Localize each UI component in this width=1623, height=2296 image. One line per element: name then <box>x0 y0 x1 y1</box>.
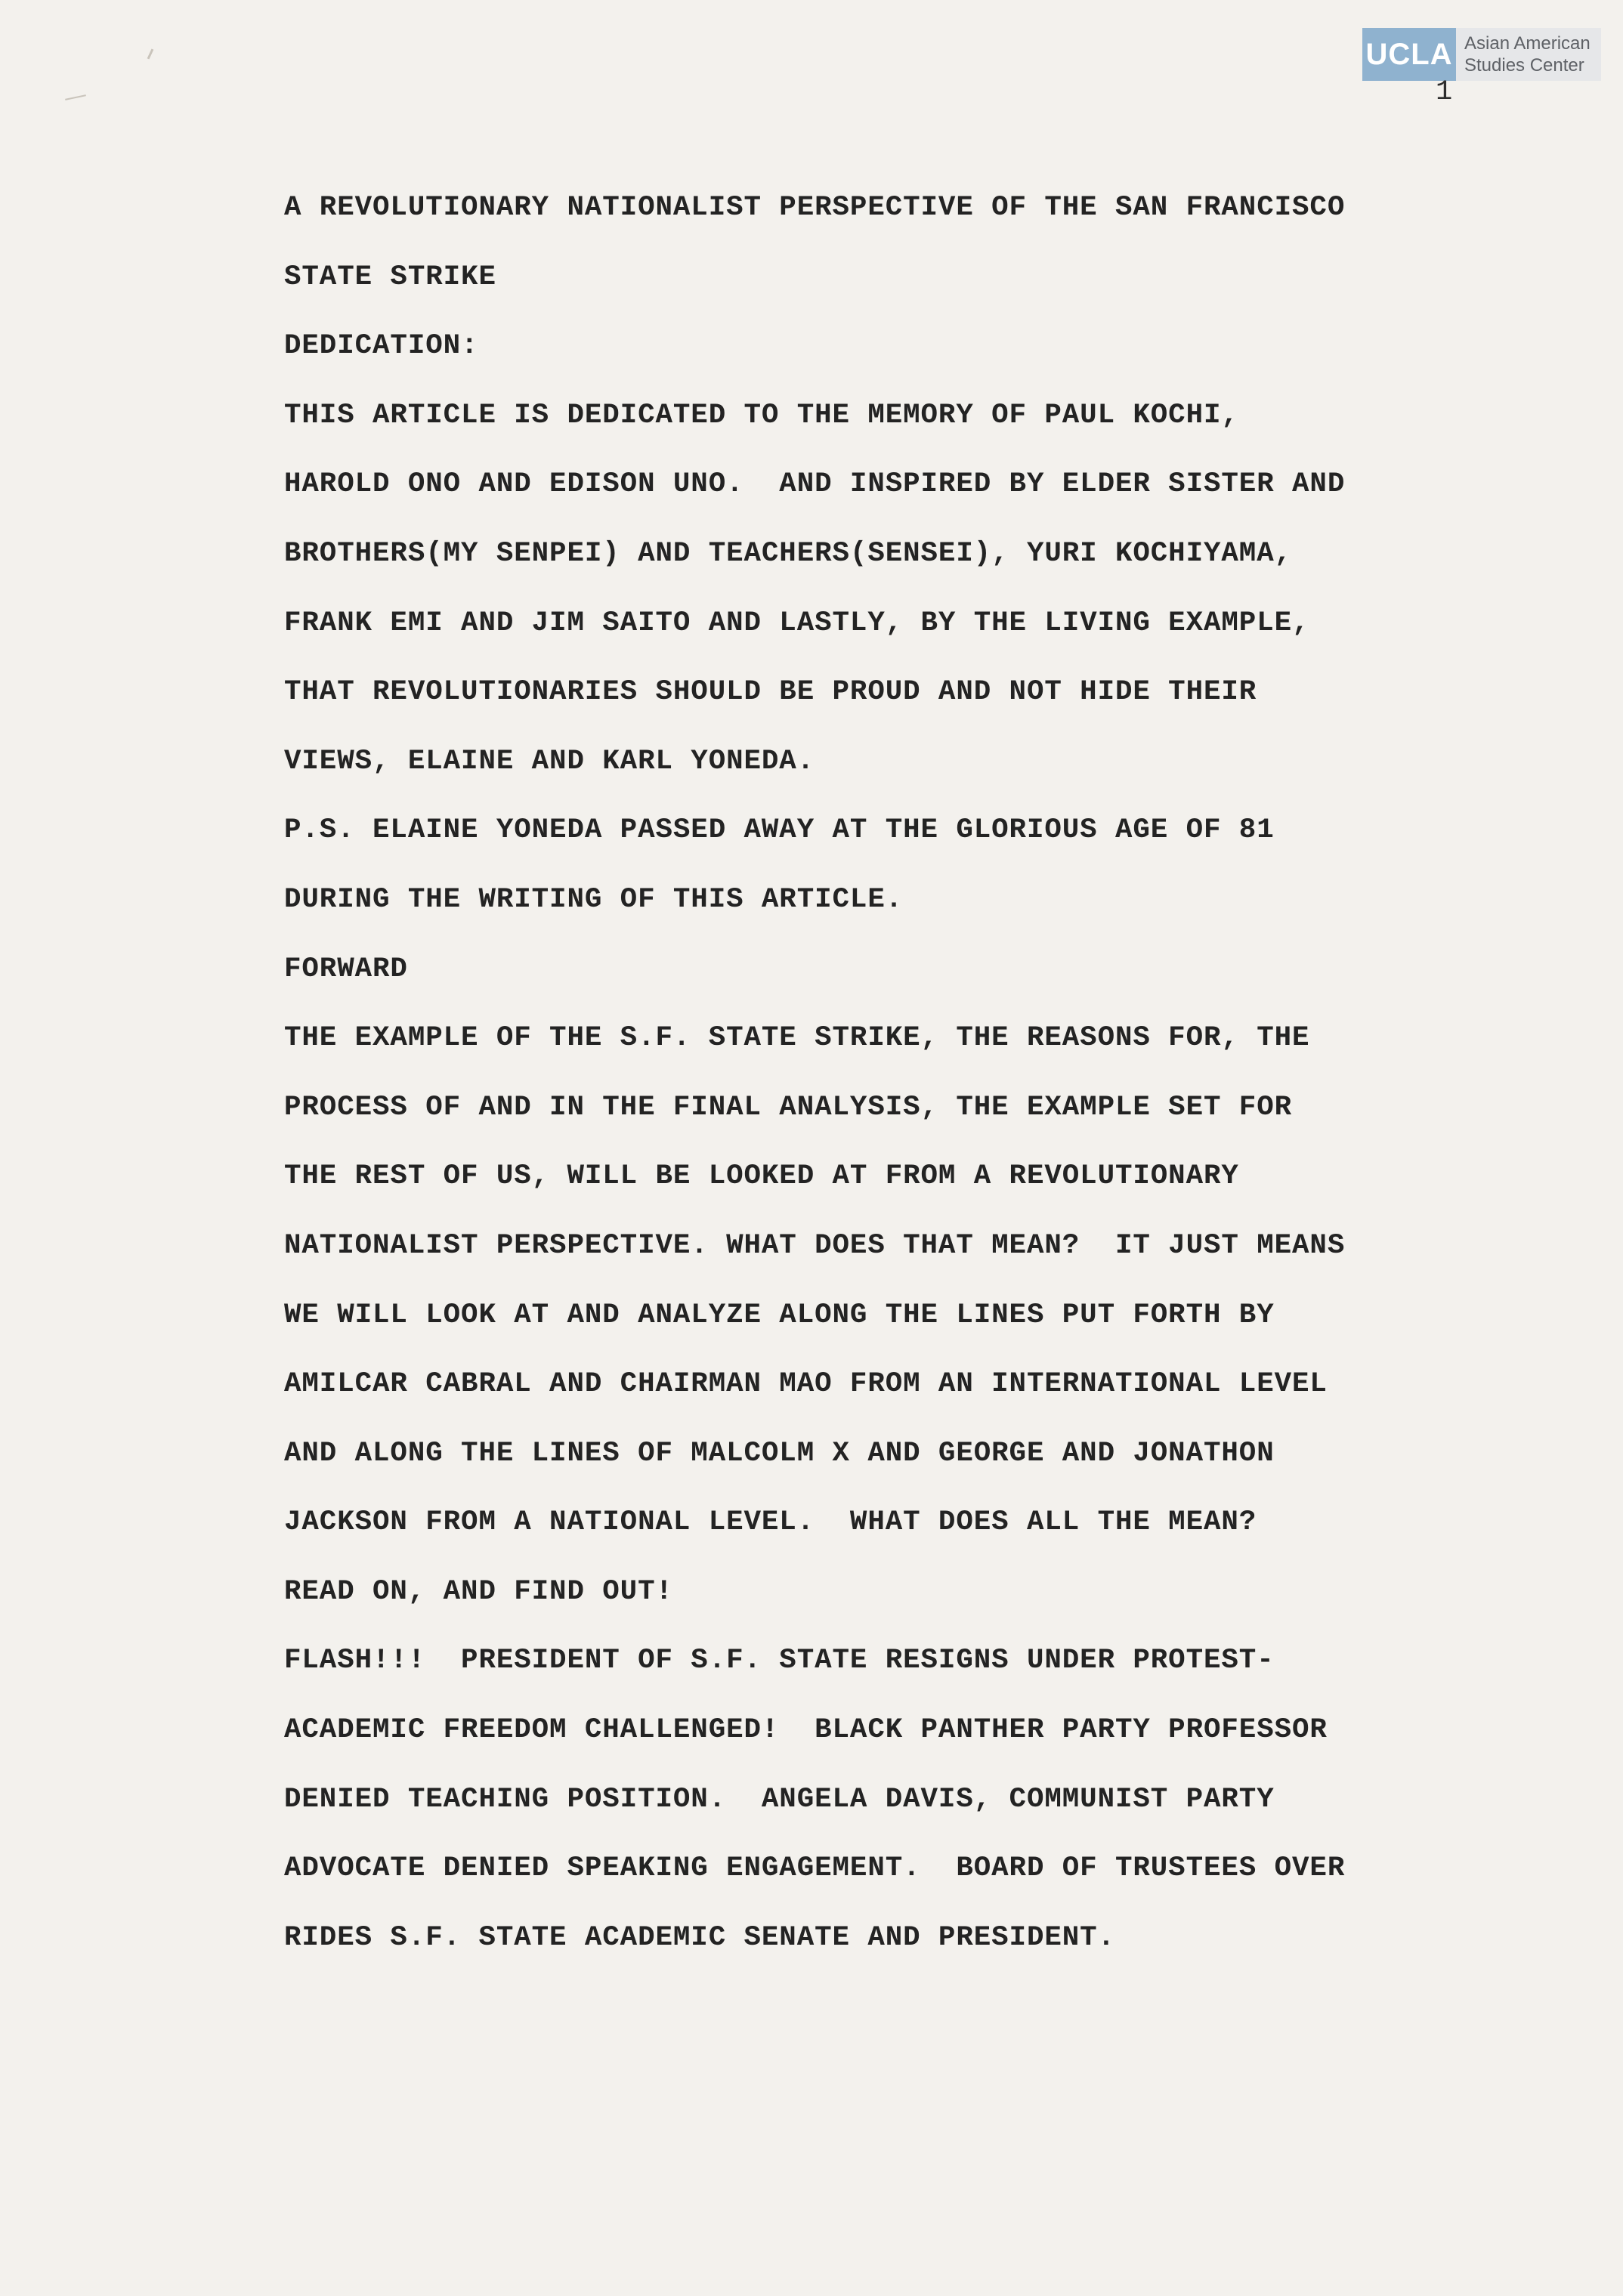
text-line: STATE STRIKE <box>284 261 496 293</box>
text-line: PROCESS OF AND IN THE FINAL ANALYSIS, THE EXAMPLE SET FOR <box>284 1091 1293 1123</box>
text-line: FRANK EMI AND JIM SAITO AND LASTLY, BY THE LIVING EXAMPLE, <box>284 607 1310 639</box>
text-line: P.S. ELAINE YONEDA PASSED AWAY AT THE GLORIOUS AGE OF 81 <box>284 814 1275 847</box>
text-line: WE WILL LOOK AT AND ANALYZE ALONG THE LINES PUT FORTH BY <box>284 1299 1275 1331</box>
text-line: RIDES S.F. STATE ACADEMIC SENATE AND PRESIDENT. <box>284 1921 1115 1954</box>
paper-crease-mark <box>65 94 86 100</box>
text-line: FORWARD <box>284 953 408 985</box>
ucla-logo-text: UCLA <box>1362 28 1456 81</box>
text-line: HAROLD ONO AND EDISON UNO. AND INSPIRED BY ELDER SISTER AND <box>284 468 1346 501</box>
text-line: DEDICATION: <box>284 330 479 363</box>
text-line: AMILCAR CABRAL AND CHAIRMAN MAO FROM AN INTERNATIONAL LEVEL <box>284 1368 1328 1401</box>
typed-text-body <box>284 174 1463 1973</box>
text-line: NATIONALIST PERSPECTIVE. WHAT DOES THAT MEAN? IT JUST MEANS <box>284 1229 1346 1262</box>
page-number: 1 <box>1436 76 1453 108</box>
text-line: FLASH!!! PRESIDENT OF S.F. STATE RESIGNS UNDER PROTEST- <box>284 1645 1275 1677</box>
text-line: ACADEMIC FREEDOM CHALLENGED! BLACK PANTHER PARTY PROFESSOR <box>284 1714 1328 1747</box>
text-line: AND ALONG THE LINES OF MALCOLM X AND GEORGE AND JONATHON <box>284 1437 1275 1469</box>
text-line: THE EXAMPLE OF THE S.F. STATE STRIKE, THE REASONS FOR, THE <box>284 1022 1310 1055</box>
center-name <box>1456 28 1601 81</box>
center-name-line-2: Studies Center <box>1464 55 1584 76</box>
center-name-line-1: Asian American <box>1464 33 1591 54</box>
text-line: VIEWS, ELAINE AND KARL YONEDA. <box>284 745 815 777</box>
text-line: THIS ARTICLE IS DEDICATED TO THE MEMORY OF PAUL KOCHI, <box>284 399 1239 431</box>
paper-crease-mark <box>147 49 154 60</box>
text-line: DENIED TEACHING POSITION. ANGELA DAVIS, COMMUNIST PARTY <box>284 1783 1275 1815</box>
text-line: READ ON, AND FIND OUT! <box>284 1575 673 1608</box>
archive-logo-badge <box>1362 28 1601 81</box>
text-line: A REVOLUTIONARY NATIONALIST PERSPECTIVE OF THE SAN FRANCISCO <box>284 192 1346 224</box>
text-line: THE REST OF US, WILL BE LOOKED AT FROM A REVOLUTIONARY <box>284 1160 1239 1193</box>
text-line: THAT REVOLUTIONARIES SHOULD BE PROUD AND NOT HIDE THEIR <box>284 676 1257 709</box>
text-line: JACKSON FROM A NATIONAL LEVEL. WHAT DOES ALL THE MEAN? <box>284 1506 1257 1539</box>
text-line: ADVOCATE DENIED SPEAKING ENGAGEMENT. BOARD OF TRUSTEES OVER <box>284 1853 1346 1885</box>
text-line: BROTHERS(MY SENPEI) AND TEACHERS(SENSEI), YURI KOCHIYAMA, <box>284 537 1293 570</box>
text-line: DURING THE WRITING OF THIS ARTICLE. <box>284 883 904 916</box>
